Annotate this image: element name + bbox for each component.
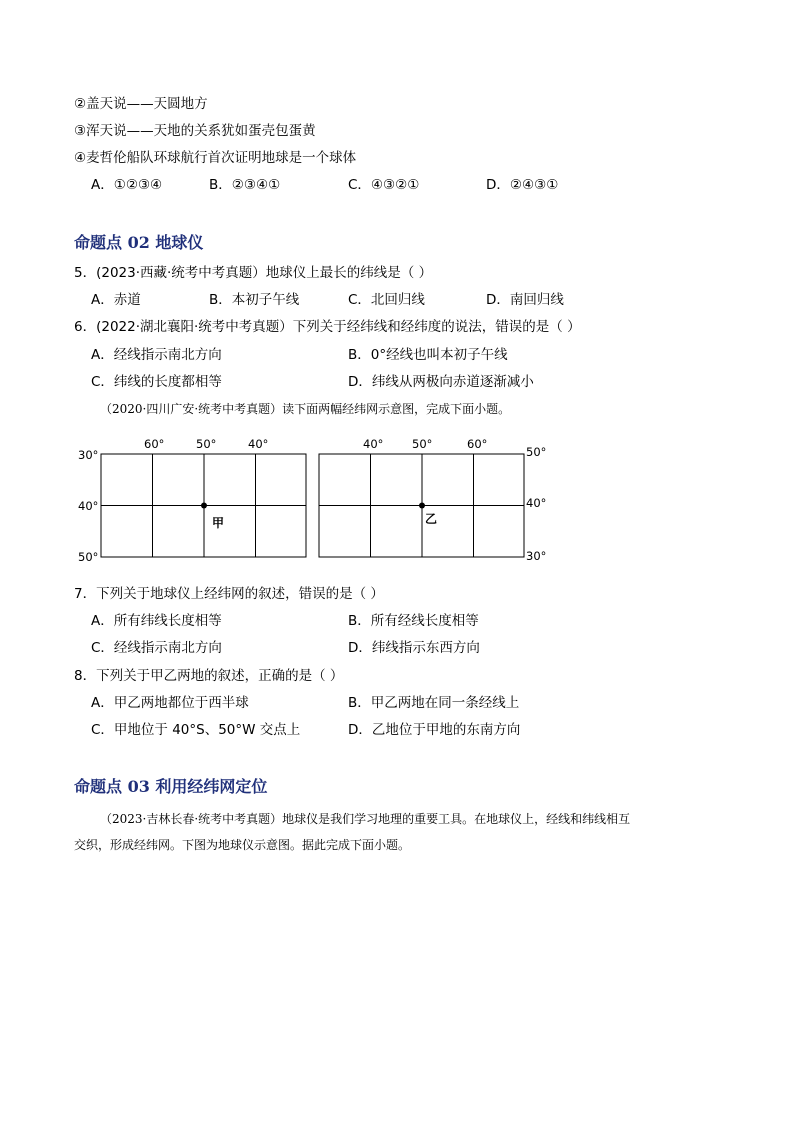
point-jia-label: 甲 [212, 516, 225, 530]
q6-option-c: C．纬线的长度都相等 [91, 374, 222, 390]
q7-option-a: A．所有纬线长度相等 [91, 613, 222, 629]
q5-option-a: A．赤道 [91, 292, 141, 308]
q5-option-d: D．南回归线 [486, 292, 564, 308]
section-heading-03: 命题点 03 利用经纬网定位 [74, 777, 268, 796]
question-5-stem: 5．(2023·西藏·统考中考真题）地球仪上最长的纬线是（ ） [74, 265, 433, 281]
option-c: C．④③②① [348, 177, 420, 193]
point-jia [201, 503, 207, 509]
grid-left-top-label-1: 60° [144, 437, 165, 451]
q8-option-c: C．甲地位于 40°S、50°W 交点上 [91, 722, 301, 738]
grid-right-top-label-1: 40° [363, 437, 384, 451]
statement-4: ④麦哲伦船队环球航行首次证明地球是一个球体 [74, 150, 357, 166]
section-heading-02: 命题点 02 地球仪 [74, 233, 204, 252]
q7-option-b: B．所有经线长度相等 [348, 613, 479, 629]
grid-right-side-label-2: 40° [526, 496, 547, 510]
intro-2023-line-1: （2023·吉林长春·统考中考真题）地球仪是我们学习地理的重要工具。在地球仪上，经线和纬线相互 [100, 812, 631, 826]
q6-option-d: D．纬线从两极向赤道逐渐减小 [348, 374, 534, 390]
q6-option-a: A．经线指示南北方向 [91, 347, 222, 363]
option-b: B．②③④① [209, 177, 281, 193]
statement-3: ③浑天说——天地的关系犹如蛋壳包蛋黄 [74, 123, 316, 139]
grid-left-side-label-3: 50° [78, 550, 99, 564]
grid-right-side-label-3: 30° [526, 549, 547, 563]
grid-left-side-label-2: 40° [78, 499, 99, 513]
q8-option-d: D．乙地位于甲地的东南方向 [348, 722, 521, 738]
grid-right-top-label-2: 50° [412, 437, 433, 451]
question-7-stem: 7．下列关于地球仪上经纬网的叙述，错误的是（ ） [74, 586, 384, 602]
intro-2020: （2020·四川广安·统考中考真题）读下面两幅经纬网示意图，完成下面小题。 [100, 402, 511, 416]
grid-left-top-label-3: 40° [248, 437, 269, 451]
option-d: D．②④③① [486, 177, 559, 193]
q8-option-a: A．甲乙两地都位于西半球 [91, 695, 249, 711]
q7-option-c: C．经线指示南北方向 [91, 640, 222, 656]
point-yi [419, 503, 425, 509]
q6-option-b: B．0°经线也叫本初子午线 [348, 347, 508, 363]
grid-left-side-label-1: 30° [78, 448, 99, 462]
question-6-stem: 6．(2022·湖北襄阳·统考中考真题）下列关于经纬线和经纬度的说法，错误的是（ ） [74, 319, 581, 335]
grid-right-side-label-1: 50° [526, 445, 547, 459]
q7-option-d: D．纬线指示东西方向 [348, 640, 480, 656]
option-a: A．①②③④ [91, 177, 163, 193]
q8-option-b: B．甲乙两地在同一条经线上 [348, 695, 520, 711]
intro-2023-line-2: 交织，形成经纬网。下图为地球仪示意图。据此完成下面小题。 [74, 838, 411, 852]
point-yi-label: 乙 [425, 512, 438, 526]
q5-option-c: C．北回归线 [348, 292, 425, 308]
question-8-stem: 8．下列关于甲乙两地的叙述，正确的是（ ） [74, 668, 344, 684]
grid-left-top-label-2: 50° [196, 437, 217, 451]
lat-long-grid-figures [60, 432, 560, 567]
q5-option-b: B．本初子午线 [209, 292, 300, 308]
grid-right-top-label-3: 60° [467, 437, 488, 451]
statement-2: ②盖天说——天圆地方 [74, 96, 208, 112]
